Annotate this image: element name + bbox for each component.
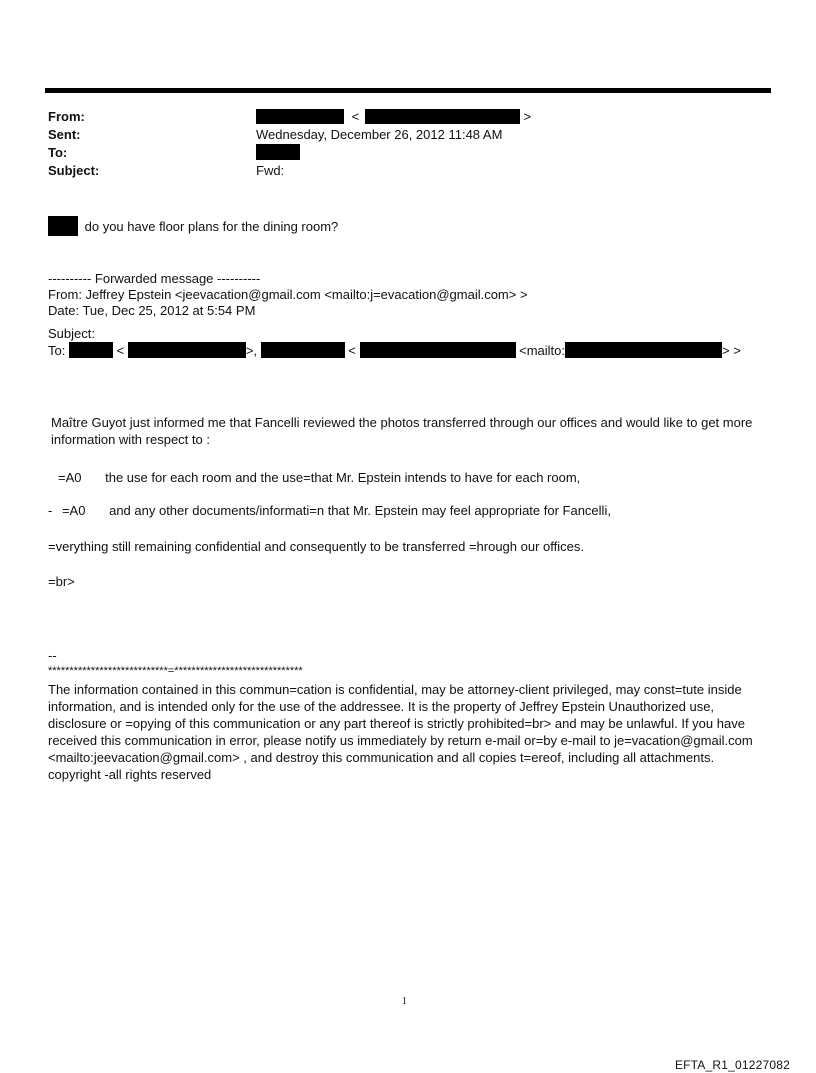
header-rule xyxy=(45,88,771,93)
forward-subject: Subject: xyxy=(48,326,95,341)
forward-to-gt-comma: >, xyxy=(245,343,258,358)
bullet-text: the use for each room and the use=that Mr. Epstein intends to have for each room, xyxy=(105,470,581,485)
email-header xyxy=(48,108,768,180)
sent-label: Sent: xyxy=(48,127,81,142)
intro-line xyxy=(48,216,338,236)
bullet-item xyxy=(48,503,611,519)
intro-text: do you have floor plans for the dining room? xyxy=(84,219,339,234)
from-row xyxy=(48,108,768,126)
redaction-box xyxy=(128,342,246,358)
bullet-marker: =A0 xyxy=(61,503,86,518)
redaction-box xyxy=(565,342,722,358)
bullet-dash: - xyxy=(48,503,53,518)
forward-from: From: Jeffrey Epstein <jeevacation@gmail.com <mailto:j=evacation@gmail.com> > xyxy=(48,287,528,302)
to-label: To: xyxy=(48,145,68,160)
subject-label: Subject: xyxy=(48,163,100,178)
subject-value: Fwd: xyxy=(256,163,285,178)
to-row xyxy=(48,144,768,162)
redaction-box xyxy=(69,342,113,358)
disclaimer: The information contained in this commun=cation is confidential, may be attorney-client privileged, may const=tute inside information, and is intended only for the use of the addressee. It is the property of Jeffrey Epstein Unauthorized use, disclosure or =opying of this communication or any part thereof is strictly prohibited=br> and may be unlawful. If you have received this communication in error, please notify us immediately by return e-mail or=by e-mail to je=vacation@gmail.com <mailto:jeevacation@gmail.com> , and destroy this communication and all copies t=ereof, including all attachments. copyright -all rights reserved xyxy=(48,682,753,782)
to-value xyxy=(256,144,300,162)
forward-to-end: > > xyxy=(722,343,741,358)
sent-value: Wednesday, December 26, 2012 11:48 AM xyxy=(256,127,503,142)
forward-to xyxy=(48,342,741,359)
forward-to-mailto: <mailto: xyxy=(519,343,566,358)
message-paragraph: Maître Guyot just informed me that Fancelli reviewed the photos transferred through our offices and would like to get more information with respect to : xyxy=(51,415,753,447)
from-close-bracket: > xyxy=(523,109,532,124)
forward-to-lt: < xyxy=(116,343,125,358)
page-number: 1 xyxy=(402,996,407,1007)
from-label: From: xyxy=(48,109,85,124)
bullet-text: and any other documents/informati=n that Mr. Epstein may feel appropriate for Fancelli, xyxy=(109,503,611,518)
message-br-tag: =br> xyxy=(48,574,75,589)
document-id: EFTA_R1_01227082 xyxy=(674,1058,790,1072)
from-value xyxy=(256,108,531,126)
redaction-box xyxy=(256,144,300,160)
signature-dashes: -- xyxy=(48,648,57,663)
redaction-box xyxy=(48,216,78,236)
bullet-marker: =A0 xyxy=(58,470,82,485)
message-closing: =verything still remaining confidential and consequently to be transferred =hrough our offices. xyxy=(48,539,584,554)
subject-row xyxy=(48,162,768,180)
sent-row xyxy=(48,126,768,144)
forward-to-label: To: xyxy=(48,343,66,358)
redaction-box xyxy=(256,109,344,124)
forward-to-lt: < xyxy=(348,343,356,358)
bullet-item xyxy=(58,470,580,486)
forward-date: Date: Tue, Dec 25, 2012 at 5:54 PM xyxy=(48,303,256,318)
redaction-box xyxy=(365,109,520,124)
from-open-bracket: < xyxy=(351,109,360,124)
forward-separator: ---------- Forwarded message ---------- xyxy=(48,271,261,286)
signature-stars: ****************************=****************************** xyxy=(48,665,303,677)
redaction-box xyxy=(360,342,516,358)
redaction-box xyxy=(261,342,345,358)
